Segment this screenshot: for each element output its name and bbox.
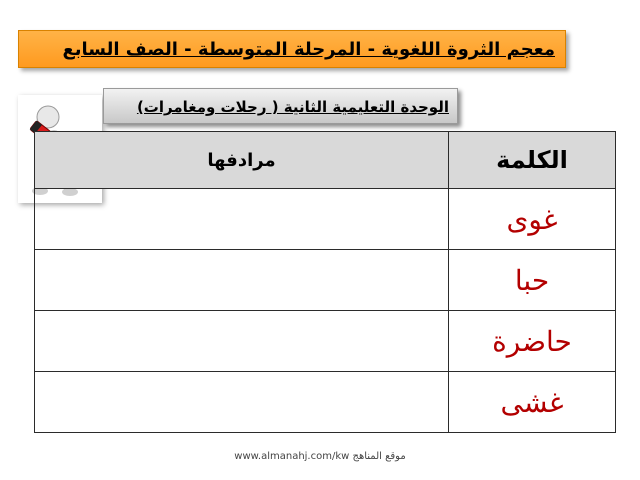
footer-watermark: www.almanahj.com/kw موقع المناهج (234, 451, 406, 462)
vocabulary-table (34, 131, 616, 433)
table-row (35, 250, 616, 311)
unit-title-banner (103, 88, 458, 124)
header-word: الكلمة (449, 132, 616, 189)
word-cell: حبا (449, 250, 616, 311)
synonym-cell (35, 311, 449, 372)
synonym-cell (35, 189, 449, 250)
page-title-banner (18, 30, 566, 68)
synonym-cell (35, 372, 449, 433)
word-cell: غشى (449, 372, 616, 433)
header-synonym: مرادفها (35, 132, 449, 189)
synonym-cell (35, 250, 449, 311)
page-title: معجم الثروة اللغوية - المرحلة المتوسطة - الصف السابع (62, 39, 555, 60)
table-row (35, 372, 616, 433)
unit-title: الوحدة التعليمية الثانية ( رحلات ومغامرات) (136, 98, 449, 116)
word-cell: حاضرة (449, 311, 616, 372)
table-header-row (35, 132, 616, 189)
table-row (35, 189, 616, 250)
table-row (35, 311, 616, 372)
word-cell: غوى (449, 189, 616, 250)
